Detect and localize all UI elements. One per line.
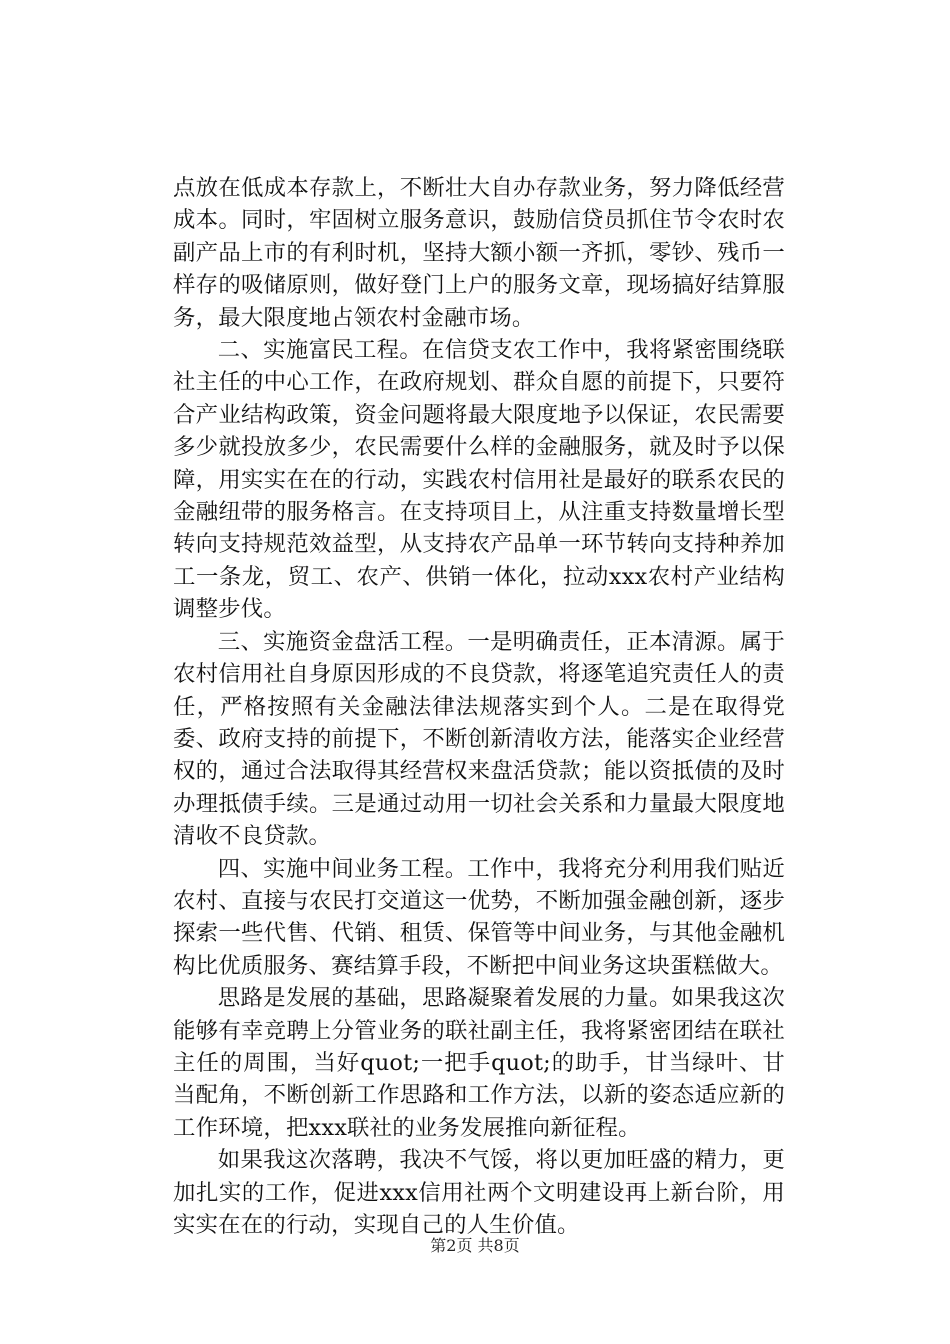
document-body — [173, 172, 785, 1241]
paragraph-6: 如果我这次落聘，我决不气馁，将以更加旺盛的精力，更加扎实的工作，促进xxx信用社两个文明建设再上新台阶，用实实在在的行动，实现自己的人生价值。 — [173, 1147, 785, 1238]
paragraph-3: 三、实施资金盘活工程。一是明确责任，正本清源。属于农村信用社自身原因形成的不良贷款，将逐笔追究责任人的责任，严格按照有关金融法律法规落实到个人。二是在取得党委、政府支持的前提下，不断创新清收方法，能落实企业经营权的，通过合法取得其经营权来盘活贷款；能以资抵债的及时办理抵债手续。三是通过动用一切社会关系和力量最大限度地清收不良贷款。 — [173, 628, 785, 850]
paragraph-5: 思路是发展的基础，思路凝聚着发展的力量。如果我这次能够有幸竞聘上分管业务的联社副主任，我将紧密团结在联社主任的周围，当好quot;一把手quot;的助手，甘当绿叶、甘当配角，不断创新工作思路和工作方法，以新的姿态适应新的工作环境，把xxx联社的业务发展推向新征程。 — [173, 985, 785, 1141]
paragraph-2: 二、实施富民工程。在信贷支农工作中，我将紧密围绕联社主任的中心工作，在政府规划、群众自愿的前提下，只要符合产业结构政策，资金问题将最大限度地予以保证，农民需要多少就投放多少，农民需要什么样的金融服务，就及时予以保障，用实实在在的行动，实践农村信用社是最好的联系农民的金融纽带的服务格言。在支持项目上，从注重支持数量增长型转向支持规范效益型，从支持农产品单一环节转向支持种养加工一条龙，贸工、农产、供销一体化，拉动xxx农村产业结构调整步伐。 — [173, 337, 785, 623]
paragraph-4: 四、实施中间业务工程。工作中，我将充分利用我们贴近农村、直接与农民打交道这一优势，不断加强金融创新，逐步探索一些代售、代销、租赁、保管等中间业务，与其他金融机构比优质服务、赛结算手段，不断把中间业务这块蛋糕做大。 — [173, 855, 785, 979]
paragraph-1: 点放在低成本存款上，不断壮大自办存款业务，努力降低经营成本。同时，牢固树立服务意识，鼓励信贷员抓住节令农时农副产品上市的有利时机，坚持大额小额一齐抓，零钞、残币一样存的吸储原则，做好登门上户的服务文章，现场搞好结算服务，最大限度地占领农村金融市场。 — [173, 175, 785, 331]
page-footer: 第2页 共8页 — [430, 1236, 520, 1255]
